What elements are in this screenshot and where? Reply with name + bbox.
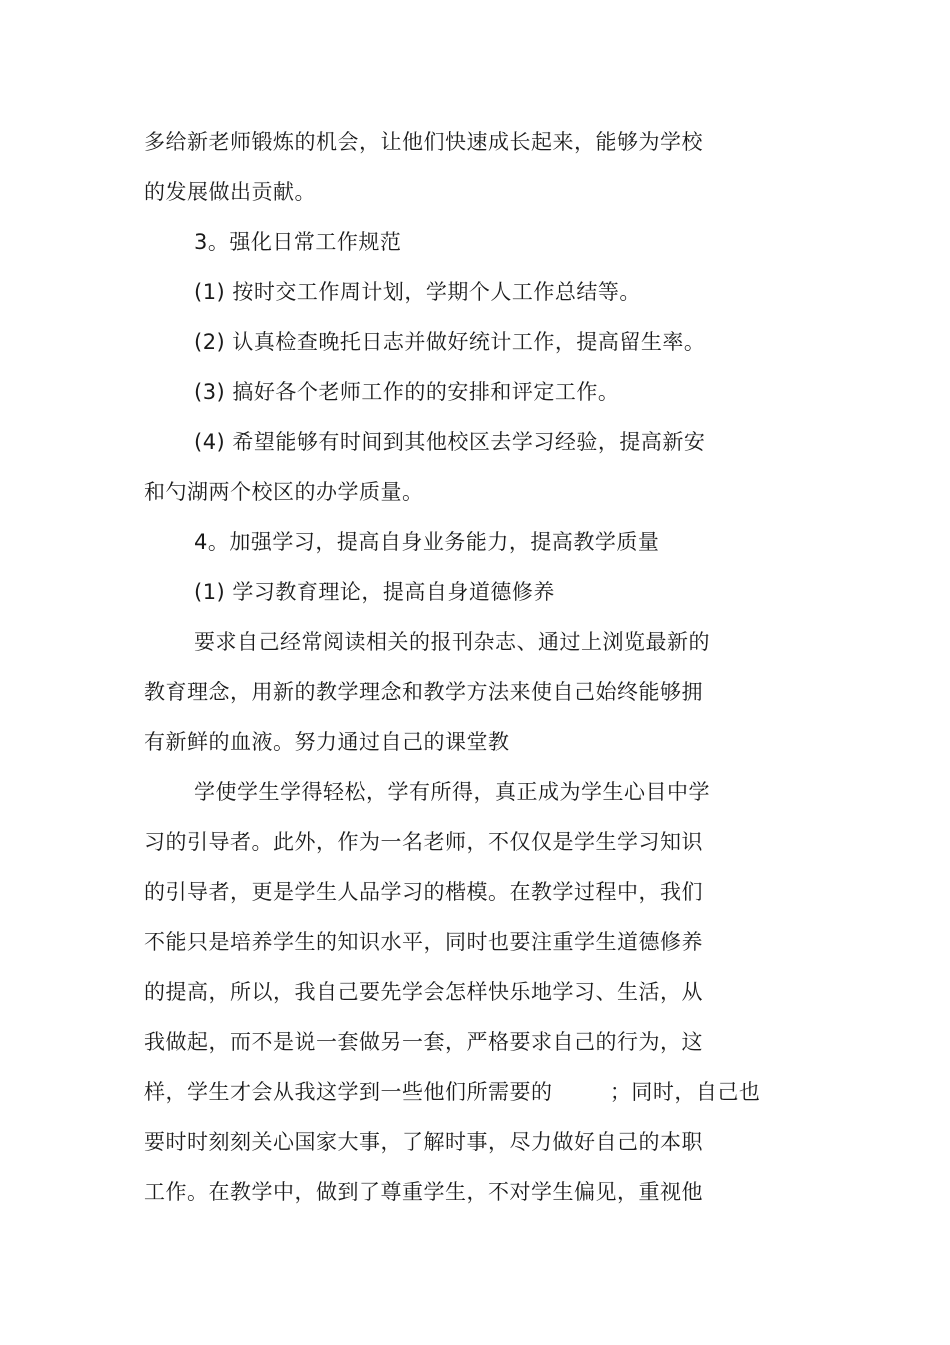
text-line: 要时时刻刻关心国家大事，了解时事，尽力做好自己的本职 xyxy=(144,1130,703,1154)
text-line: 样，学生才会从我这学到一些他们所需要的 ；同时，自己也 xyxy=(144,1080,761,1104)
section-heading: 3。强化日常工作规范 xyxy=(194,230,402,254)
text-line: 我做起，而不是说一套做另一套，严格要求自己的行为，这 xyxy=(144,1030,703,1054)
text-line: 的发展做出贡献。 xyxy=(144,180,316,204)
list-item: (2) 认真检查晚托日志并做好统计工作，提高留生率。 xyxy=(194,330,706,354)
text-line: 工作。在教学中，做到了尊重学生，不对学生偏见，重视他 xyxy=(144,1180,703,1204)
text-line: 有新鲜的血液。努力通过自己的课堂教 xyxy=(144,730,510,754)
list-item: (3) 搞好各个老师工作的的安排和评定工作。 xyxy=(194,380,620,404)
paragraph-start: 学使学生学得轻松，学有所得，真正成为学生心目中学 xyxy=(194,780,710,804)
paragraph-start: 要求自己经常阅读相关的报刊杂志、通过上浏览最新的 xyxy=(194,630,710,654)
list-item: (4) 希望能够有时间到其他校区去学习经验，提高新安 xyxy=(194,430,706,454)
section-heading: 4。加强学习，提高自身业务能力，提高教学质量 xyxy=(194,530,660,554)
list-item: (1) 学习教育理论，提高自身道德修养 xyxy=(194,580,555,604)
text-line: 教育理念，用新的教学理念和教学方法来使自己始终能够拥 xyxy=(144,680,703,704)
text-line: 和勺湖两个校区的办学质量。 xyxy=(144,480,424,504)
text-line: 习的引导者。此外，作为一名老师，不仅仅是学生学习知识 xyxy=(144,830,703,854)
text-line: 多给新老师锻炼的机会，让他们快速成长起来，能够为学校 xyxy=(144,130,703,154)
list-item: (1) 按时交工作周计划，学期个人工作总结等。 xyxy=(194,280,641,304)
text-line: 的提高，所以，我自己要先学会怎样快乐地学习、生活，从 xyxy=(144,980,703,1004)
text-line: 不能只是培养学生的知识水平，同时也要注重学生道德修养 xyxy=(144,930,703,954)
text-line: 的引导者，更是学生人品学习的楷模。在教学过程中，我们 xyxy=(144,880,703,904)
